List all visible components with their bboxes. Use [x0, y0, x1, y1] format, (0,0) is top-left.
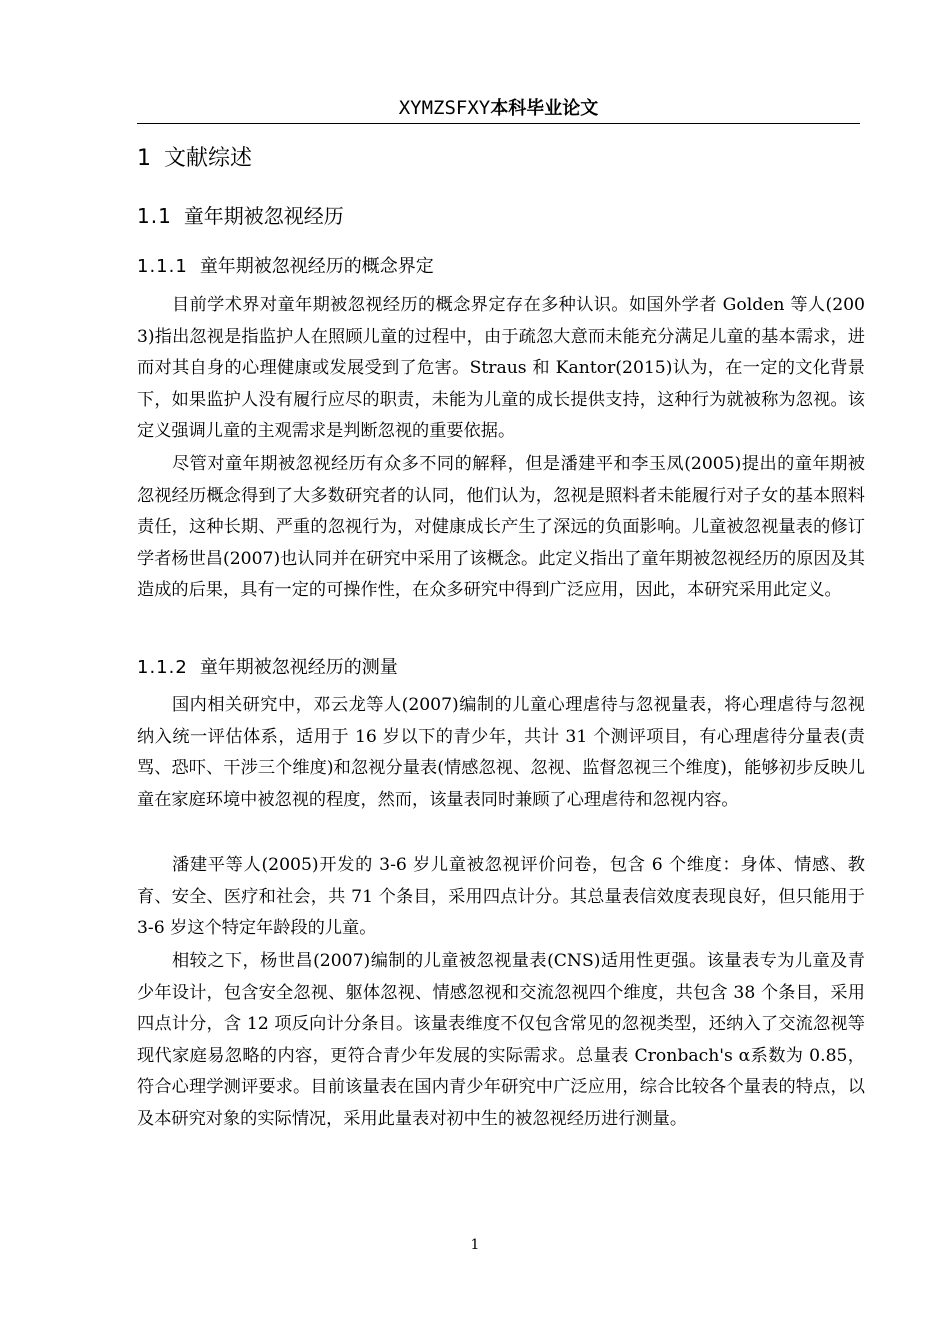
page-number: 1	[470, 1237, 480, 1253]
paragraph: 尽管对童年期被忽视经历有众多不同的解释，但是潘建平和李玉凤(2005)提出的童年期被忽视经历概念得到了大多数研究者的认同，他们认为，忽视是照料者未能履行对子女的基本照料责任，这种长期、严重的忽视行为，对健康成长产生了深远的负面影响。儿童被忽视量表的修订学者杨世昌(2007)也认同并在研究中采用了该概念。此定义指出了童年期被忽视经历的原因及其造成的后果，具有一定的可操作性，在众多研究中得到广泛应用，因此，本研究采用此定义。	[137, 454, 865, 601]
paragraph: 潘建平等人(2005)开发的 3-6 岁儿童被忽视评价问卷，包含 6 个维度：身体、情感、教育、安全、医疗和社会，共 71 个条目，采用四点计分。其总量表信效度表现良好，但只能用于 3-6 岁这个特定年龄段的儿童。	[137, 855, 865, 939]
paragraph: 国内相关研究中，邓云龙等人(2007)编制的儿童心理虐待与忽视量表，将心理虐待与忽视纳入统一评估体系，适用于 16 岁以下的青少年，共计 31 个测评项目，有心理虐待分量表(责骂、恐吓、干涉三个维度)和忽视分量表(情感忽视、忽视、监督忽视三个维度)，能够初步反映儿童在家庭环境中被忽视的程度，然而，该量表同时兼顾了心理虐待和忽视内容。	[137, 695, 865, 810]
paragraph: 目前学术界对童年期被忽视经历的概念界定存在多种认识。如国外学者 Golden 等人(2003)指出忽视是指监护人在照顾儿童的过程中，由于疏忽大意而未能充分满足儿童的基本需求，进而对其自身的心理健康或发展受到了危害。Straus 和 Kantor(2015)认为，在一定的文化背景下，如果监护人没有履行应尽的职责，未能为儿童的成长提供支持，这种行为就被称为忽视。该定义强调儿童的主观需求是判断忽视的重要依据。	[137, 295, 865, 442]
heading-title: 童年期被忽视经历的测量	[199, 657, 398, 678]
heading-title: 文献综述	[164, 146, 253, 171]
paragraph: 相较之下，杨世昌(2007)编制的儿童被忽视量表(CNS)适用性更强。该量表专为儿童及青少年设计，包含安全忽视、躯体忽视、情感忽视和交流忽视四个维度，共包含 38 个条目，采用四点计分，含 12 项反向计分条目。该量表维度不仅包含常见的忽视类型，还纳入了交流忽视等现代家庭易忽略的内容，更符合青少年发展的实际需求。总量表 Cronbach's α系数为 0.85，符合心理学测评要求。目前该量表在国内青少年研究中广泛应用，综合比较各个量表的特点，以及本研究对象的实际情况，采用此量表对初中生的被忽视经历进行测量。	[137, 951, 865, 1129]
running-header	[137, 94, 860, 122]
heading-number: 1.1	[137, 204, 172, 228]
heading-title: 童年期被忽视经历的概念界定	[199, 256, 434, 277]
heading-number: 1.1.2	[137, 657, 188, 678]
heading-section-1-1-1	[137, 253, 434, 281]
running-header-title: 本科毕业论文	[490, 98, 599, 119]
heading-number: 1.1.1	[137, 256, 188, 277]
heading-number: 1	[137, 146, 152, 171]
header-rule	[137, 123, 860, 124]
heading-section-1-1-2	[137, 654, 398, 682]
heading-section-1	[137, 143, 252, 175]
running-header-latin: XYMZSFXY	[398, 97, 491, 119]
heading-section-1-1	[137, 201, 344, 231]
heading-title: 童年期被忽视经历	[183, 204, 344, 228]
